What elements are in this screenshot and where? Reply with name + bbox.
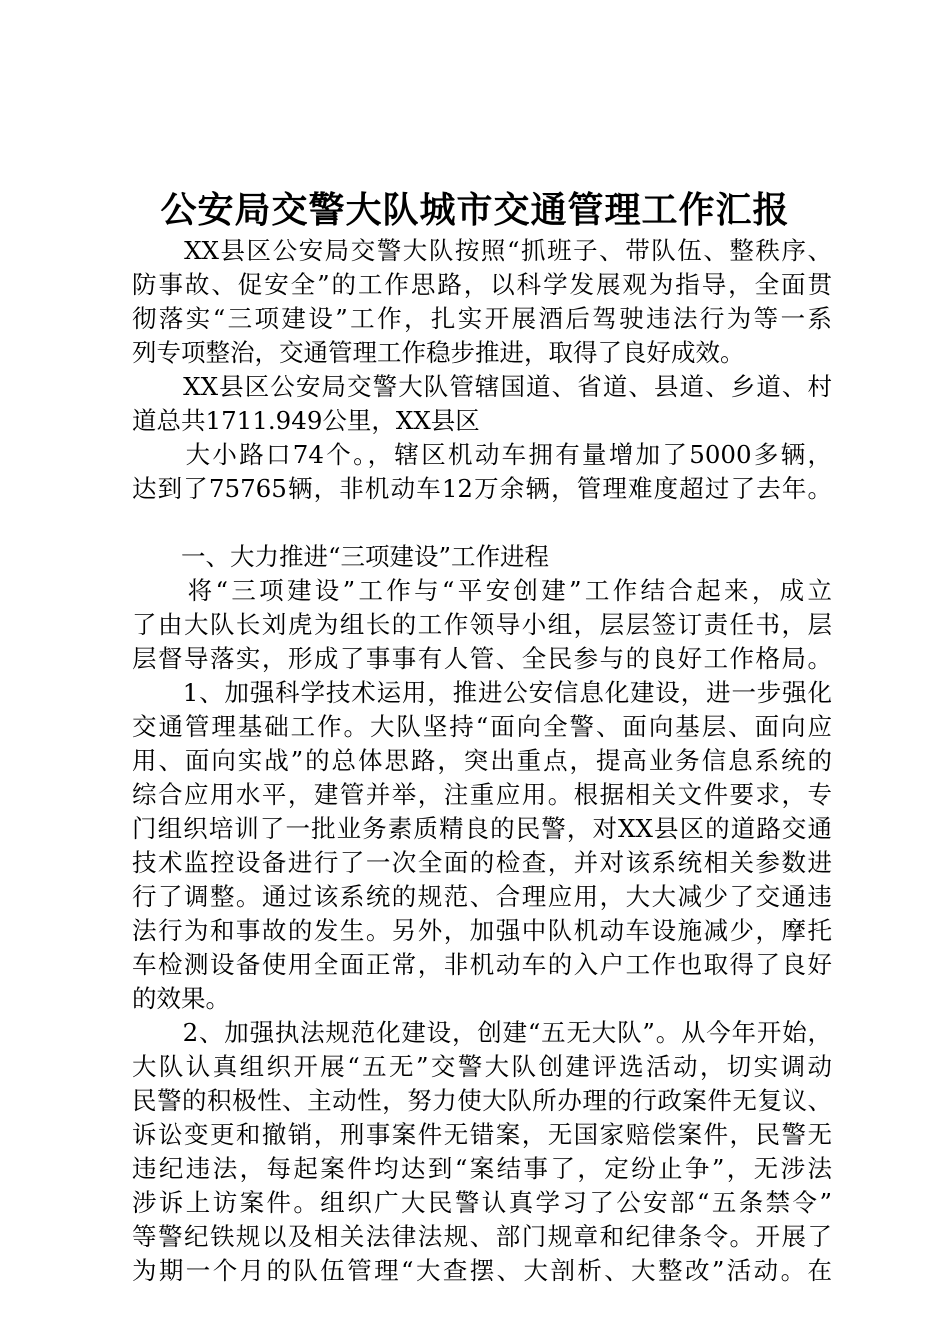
body-line-24: 2、加强执法规范化建设，创建“五无大队”。从今年开始， <box>132 1018 832 1047</box>
body-line-8: 达到了75765辆，非机动车12万余辆，管理难度超过了去年。 <box>132 474 832 503</box>
body-line-23: 的效果。 <box>132 984 230 1013</box>
body-line-26: 民警的积极性、主动性，努力使大队所办理的行政案件无复议、 <box>132 1086 832 1115</box>
body-line-21: 法行为和事故的发生。另外，加强中队机动车设施减少，摩托 <box>132 916 832 945</box>
body-line-11: 将“三项建设”工作与“平安创建”工作结合起来，成立 <box>132 576 832 605</box>
body-line-7: 大小路口74个。，辖区机动车拥有量增加了5000多辆， <box>132 440 832 469</box>
body-line-15: 交通管理基础工作。大队坚持“面向全警、面向基层、面向应 <box>132 712 832 741</box>
body-line-28: 违纪违法，每起案件均达到“案结事了，定纷止争”，无涉法 <box>132 1154 832 1183</box>
body-line-19: 技术监控设备进行了一次全面的检查，并对该系统相关参数进 <box>132 848 832 877</box>
section-heading-1: 一、大力推进“三项建设”工作进程 <box>132 542 550 571</box>
body-line-1: XX县区公安局交警大队按照“抓班子、带队伍、整秩序、 <box>132 236 832 265</box>
body-line-14: 1、加强科学技术运用，推进公安信息化建设，进一步强化 <box>132 678 832 707</box>
body-line-3: 彻落实“三项建设”工作，扎实开展酒后驾驶违法行为等一系 <box>132 304 832 333</box>
body-line-12: 了由大队长刘虎为组长的工作领导小组，层层签订责任书，层 <box>132 610 832 639</box>
body-line-2: 防事故、促安全”的工作思路，以科学发展观为指导，全面贯 <box>132 270 832 299</box>
document-title: 公安局交警大队城市交通管理工作汇报 <box>160 189 790 231</box>
body-line-5: XX县区公安局交警大队管辖国道、省道、县道、乡道、村 <box>132 372 832 401</box>
body-line-17: 综合应用水平，建管并举，注重应用。根据相关文件要求，专 <box>132 780 832 809</box>
body-line-6: 道总共1711.949公里，XX县区 <box>132 406 480 435</box>
body-line-13: 层督导落实，形成了事事有人管、全民参与的良好工作格局。 <box>132 644 832 673</box>
body-line-31: 为期一个月的队伍管理“大查摆、大剖析、大整改”活动。在 <box>132 1256 832 1285</box>
body-line-20: 行了调整。通过该系统的规范、合理应用，大大减少了交通违 <box>132 882 832 911</box>
body-line-25: 大队认真组织开展“五无”交警大队创建评选活动，切实调动 <box>132 1052 832 1081</box>
body-line-30: 等警纪铁规以及相关法律法规、部门规章和纪律条令。开展了 <box>132 1222 832 1251</box>
body-line-4: 列专项整治，交通管理工作稳步推进，取得了良好成效。 <box>132 338 745 367</box>
body-line-27: 诉讼变更和撤销，刑事案件无错案，无国家赔偿案件，民警无 <box>132 1120 832 1149</box>
body-line-29: 涉诉上访案件。组织广大民警认真学习了公安部“五条禁令” <box>132 1188 832 1217</box>
body-line-18: 门组织培训了一批业务素质精良的民警，对XX县区的道路交通 <box>132 814 832 843</box>
body-line-16: 用、面向实战”的总体思路，突出重点，提高业务信息系统的 <box>132 746 832 775</box>
body-line-22: 车检测设备使用全面正常，非机动车的入户工作也取得了良好 <box>132 950 832 979</box>
